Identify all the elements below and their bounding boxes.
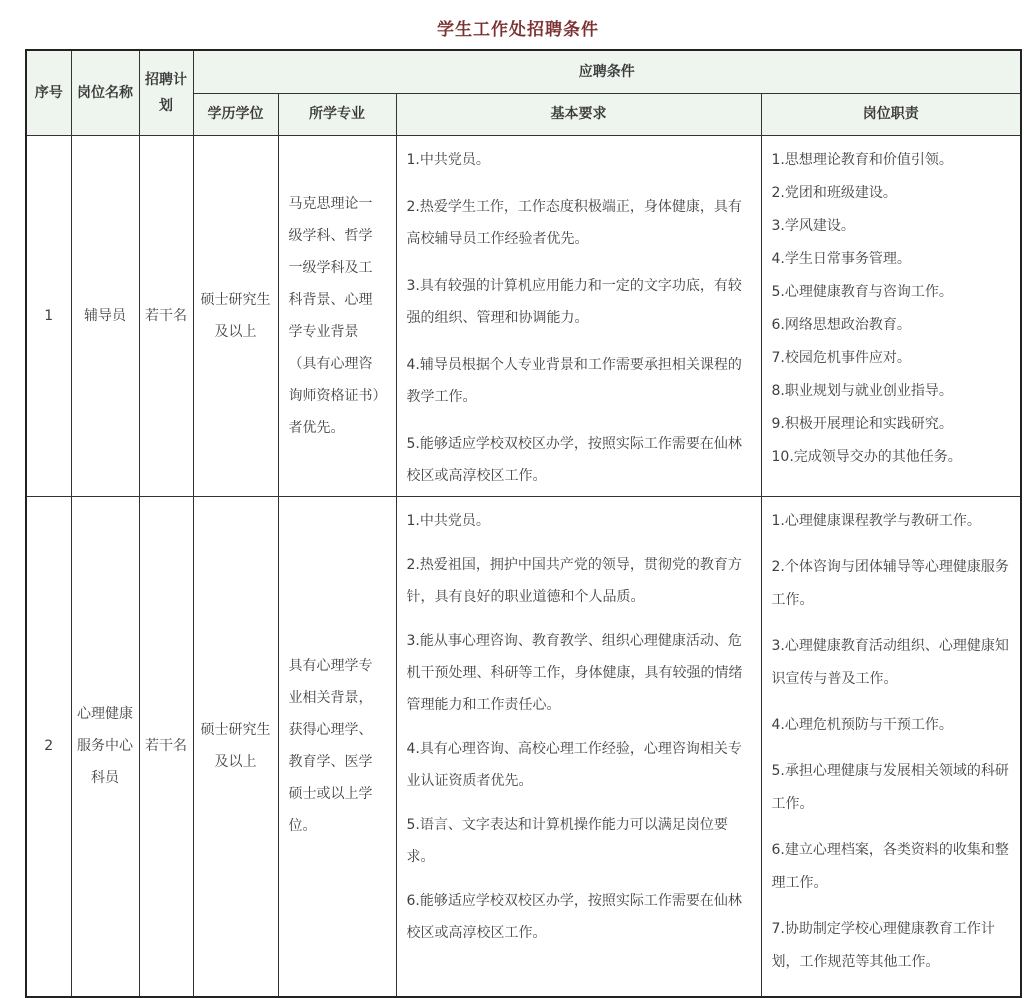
requirement-item: 2.热爱祖国，拥护中国共产党的领导，贯彻党的教育方针，具有良好的职业道德和个人品质。	[406, 556, 742, 605]
cell-plan-2: 若干名	[139, 496, 193, 997]
header-requirements: 基本要求	[396, 93, 761, 135]
duty-item: 7.协助制定学校心理健康教育工作计划，工作规范等其他工作。	[771, 920, 995, 970]
duty-item: 10.完成领导交办的其他任务。	[771, 448, 962, 465]
duty-item: 1.思想理论教育和价值引领。	[771, 151, 953, 168]
recruitment-conditions-table	[25, 49, 1022, 998]
table-row-2	[26, 496, 1021, 997]
header-position: 岗位名称	[71, 50, 139, 135]
duties-list-1	[772, 144, 1011, 474]
duty-item: 2.个体咨询与团体辅导等心理健康服务工作。	[771, 558, 1009, 608]
requirement-item: 1.中共党员。	[406, 151, 490, 168]
duty-item: 7.校园危机事件应对。	[771, 349, 911, 366]
cell-duties-1	[761, 135, 1021, 496]
cell-degree-1: 硕士研究生及以上	[193, 135, 278, 496]
cell-major-2: 具有心理学专业相关背景，获得心理学、教育学、医学硕士或以上学位。	[278, 496, 396, 997]
duty-item: 3.心理健康教育活动组织、心理健康知识宣传与普及工作。	[771, 637, 1009, 687]
requirement-item: 2.热爱学生工作，工作态度积极端正，身体健康，具有高校辅导员工作经验者优先。	[406, 198, 742, 247]
header-major: 所学专业	[278, 93, 396, 135]
cell-major-1: 马克思理论一级学科、哲学一级学科及工科背景、心理学专业背景（具有心理咨询师资格证书）者优先。	[278, 135, 396, 496]
duty-item: 3.学风建设。	[771, 217, 855, 234]
requirement-item: 3.具有较强的计算机应用能力和一定的文字功底，有较强的组织、管理和协调能力。	[406, 277, 742, 326]
header-no: 序号	[26, 50, 71, 135]
cell-position-2: 心理健康服务中心科员	[71, 496, 139, 997]
requirement-item: 5.能够适应学校双校区办学，按照实际工作需要在仙林校区或高淳校区工作。	[406, 435, 742, 484]
header-duties: 岗位职责	[761, 93, 1021, 135]
requirement-item: 5.语言、文字表达和计算机操作能力可以满足岗位要求。	[406, 816, 728, 865]
requirement-item: 4.辅导员根据个人专业背景和工作需要承担相关课程的教学工作。	[406, 356, 742, 405]
requirements-list-1	[407, 144, 751, 492]
cell-no-2: 2	[26, 496, 71, 997]
duty-item: 6.建立心理档案，各类资料的收集和整理工作。	[771, 841, 1009, 891]
duty-item: 8.职业规划与就业创业指导。	[771, 382, 953, 399]
duty-item: 1.心理健康课程教学与教研工作。	[771, 512, 981, 529]
cell-duties-2	[761, 496, 1021, 997]
cell-position-1: 辅导员	[71, 135, 139, 496]
page-title: 学生工作处招聘条件	[437, 20, 599, 40]
table-row-1	[26, 135, 1021, 496]
header-plan: 招聘计划	[139, 50, 193, 135]
cell-degree-2: 硕士研究生及以上	[193, 496, 278, 997]
header-conditions-group: 应聘条件	[193, 50, 1021, 93]
duties-list-2	[772, 505, 1011, 979]
duty-item: 6.网络思想政治教育。	[771, 316, 911, 333]
header-row-1	[26, 50, 1021, 93]
requirement-item: 3.能从事心理咨询、教育教学、组织心理健康活动、危机干预处理、科研等工作，身体健康，具有较强的情绪管理能力和工作责任心。	[406, 632, 743, 713]
duty-item: 2.党团和班级建设。	[771, 184, 897, 201]
requirements-list-2	[407, 505, 751, 949]
duty-item: 4.心理危机预防与干预工作。	[771, 716, 953, 733]
duty-item: 4.学生日常事务管理。	[771, 250, 911, 267]
cell-plan-1: 若干名	[139, 135, 193, 496]
cell-requirements-1	[396, 135, 761, 496]
duty-item: 5.心理健康教育与咨询工作。	[771, 283, 953, 300]
requirement-item: 4.具有心理咨询、高校心理工作经验，心理咨询相关专业认证资质者优先。	[406, 740, 742, 789]
duty-item: 5.承担心理健康与发展相关领域的科研工作。	[771, 762, 1009, 812]
cell-requirements-2	[396, 496, 761, 997]
duty-item: 9.积极开展理论和实践研究。	[771, 415, 953, 432]
header-degree: 学历学位	[193, 93, 278, 135]
requirement-item: 6.能够适应学校双校区办学，按照实际工作需要在仙林校区或高淳校区工作。	[406, 892, 742, 941]
requirement-item: 1.中共党员。	[406, 512, 490, 529]
cell-no-1: 1	[26, 135, 71, 496]
